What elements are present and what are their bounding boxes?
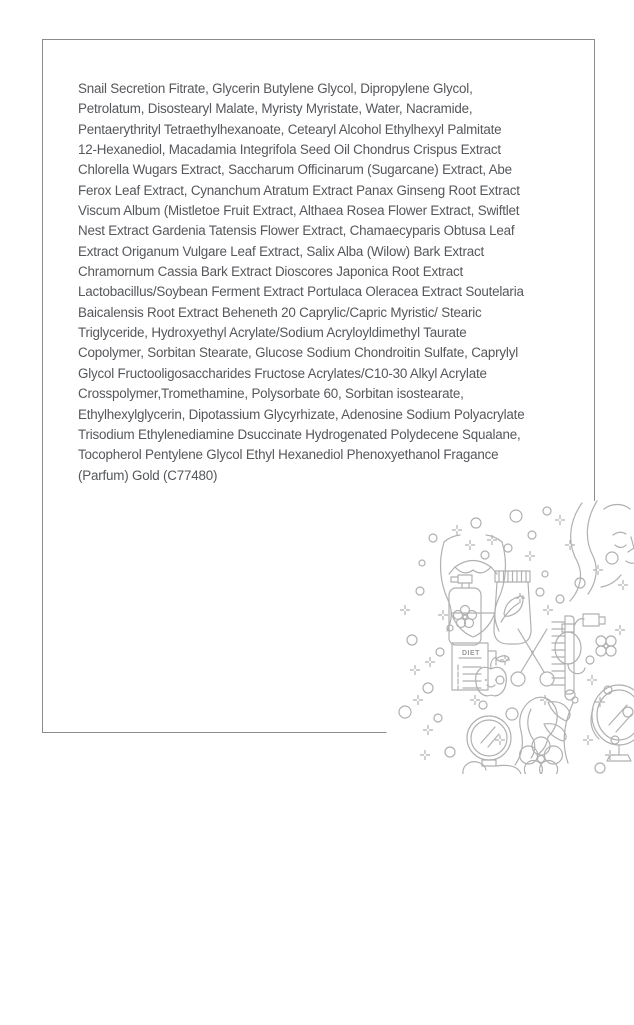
- ingredients-line: Viscum Album (Mistletoe Fruit Extract, Althaea Rosea Flower Extract, Swiftlet: [78, 203, 520, 219]
- beauty-icons-illustration: [385, 495, 634, 774]
- ingredients-line: Petrolatum, Disostearyl Malate, Myristy Myristate, Water, Nacramide,: [78, 101, 473, 117]
- four-petal-flower-icon: [596, 636, 616, 656]
- ingredients-line: Ethylhexylglycerin, Dipotassium Glycyrhizate, Adenosine Sodium Polyacrylate: [78, 406, 525, 422]
- lotion-bottle-icon: [449, 575, 481, 645]
- ingredients-line: Copolymer, Sorbitan Stearate, Glucose Sodium Chondroitin Sulfate, Caprylyl: [78, 345, 518, 361]
- ingredients-line: Extract Origanum Vulgare Leaf Extract, Salix Alba (Wilow) Bark Extract: [78, 243, 484, 259]
- woman-face-icon: [570, 501, 634, 601]
- plumeria-flower-icon: [520, 737, 563, 774]
- ingredients-line: Nest Extract Gardenia Tatensis Flower Extract, Chamaecyparis Obtusa Leaf: [78, 223, 515, 239]
- ingredients-line: Ferox Leaf Extract, Cynanchum Atratum Extract Panax Ginseng Root Extract: [78, 182, 520, 198]
- ingredients-line: Glycol Fructooligosaccharides Fructose Acrylates/C10-30 Alkyl Acrylate: [78, 365, 487, 381]
- ingredients-line: Tocopherol Pentylene Glycol Ethyl Hexanediol Phenoxyethanol Fragance: [78, 447, 499, 463]
- ingredients-line: Trisodium Ethylenediamine Dsuccinate Hydrogenated Polydecene Squalane,: [78, 426, 521, 442]
- ingredients-line: Chlorella Wugars Extract, Saccharum Officinarum (Sugarcane) Extract, Abe: [78, 162, 512, 178]
- ingredients-line: Snail Secretion Fitrate, Glycerin Butylene Glycol, Dipropylene Glycol,: [78, 81, 473, 96]
- ingredients-line: Chramornum Cassia Bark Extract Dioscores Japonica Root Extract: [78, 264, 463, 280]
- comb-icon: [552, 616, 574, 694]
- ingredients-line: Pentaerythrityl Tetraethylhexanoate, Cetearyl Alcohol Ethylhexyl Palmitate: [78, 121, 502, 137]
- cosmetic-tube-icon: [494, 571, 531, 644]
- vanity-mirror-icon: [591, 685, 634, 761]
- ingredients-text: [78, 79, 583, 486]
- ingredients-line: Triglyceride, Hydroxyethyl Acrylate/Sodium Acryloyldimethyl Taurate: [78, 325, 467, 341]
- diet-label: DIET: [462, 650, 480, 657]
- ingredients-line: Crosspolymer,Tromethamine, Polysorbate 60, Sorbitan isostearate,: [78, 386, 464, 402]
- ingredients-line: (Parfum) Gold (C77480): [78, 467, 218, 483]
- ingredients-line: Baicalensis Root Extract Beheneth 20 Caprylic/Capric Myristic/ Stearic: [78, 304, 482, 320]
- ingredients-line: 12-Hexanediol, Macadamia Integrifola Seed Oil Chondrus Crispus Extract: [78, 142, 501, 158]
- leaf-sprig-icon: [544, 697, 578, 763]
- diet-list-icon: [452, 643, 496, 690]
- scissors-icon: [511, 629, 554, 686]
- ingredients-line: Lactobacillus/Soybean Ferment Extract Portulaca Oleracea Extract Soutelaria: [78, 284, 524, 300]
- compact-mirror-icon: [463, 716, 521, 774]
